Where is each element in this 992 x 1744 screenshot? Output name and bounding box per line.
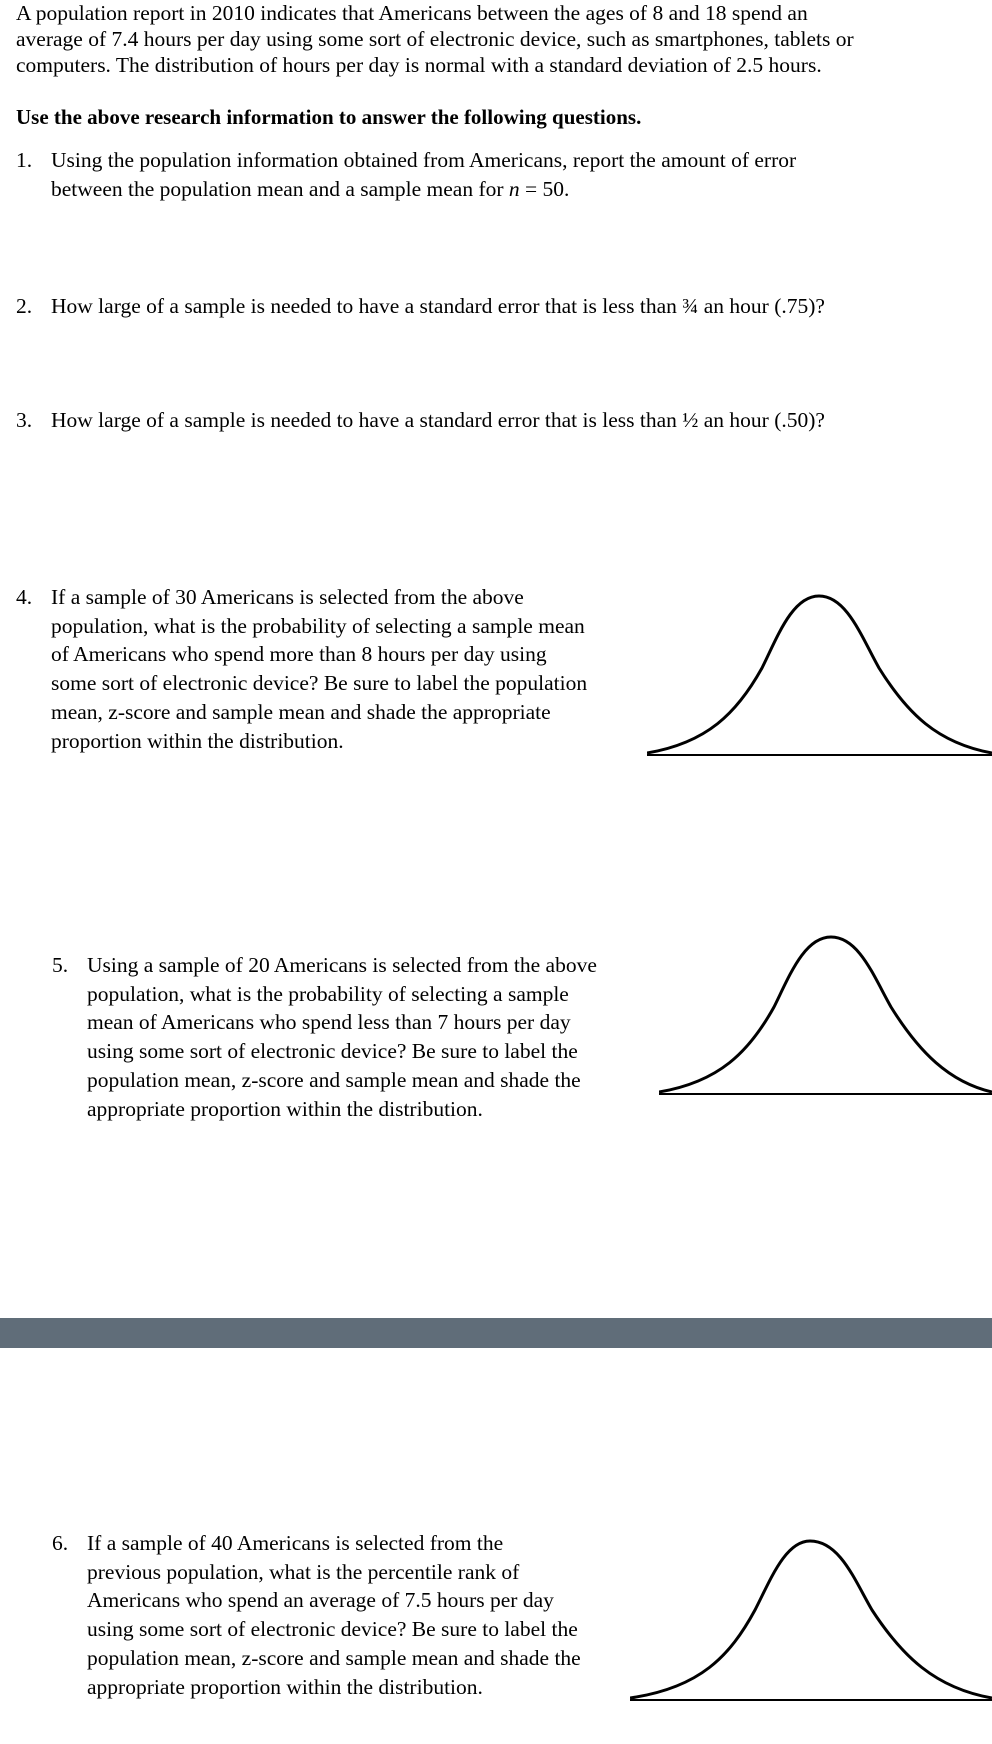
- question-line: How large of a sample is needed to have a standard error that is less than ¾ an hour (.75)?: [51, 294, 825, 318]
- question-line: population mean, z-score and sample mean and shade the: [87, 1067, 581, 1092]
- instructions-heading: Use the above research information to answer the following questions.: [16, 105, 642, 129]
- question-text: [51, 406, 825, 435]
- question-number: 2.: [16, 294, 33, 318]
- intro-paragraph: [16, 0, 966, 78]
- question-line: using some sort of electronic device? Be sure to label the: [87, 1617, 578, 1642]
- question-text: [87, 1529, 581, 1701]
- intro-line: A population report in 2010 indicates that Americans between the ages of 8 and 18 spend an: [16, 1, 808, 25]
- question-5: [52, 951, 652, 1121]
- question-number: 3.: [16, 408, 33, 432]
- question-line: [51, 175, 796, 204]
- page-divider-bar: [0, 1318, 992, 1348]
- question-4: [16, 583, 656, 753]
- question-line: appropriate proportion within the distribution.: [87, 1096, 483, 1121]
- question-2: [16, 292, 946, 322]
- question-line: population mean, z-score and sample mean and shade the: [87, 1645, 581, 1670]
- curve-line: [647, 596, 992, 753]
- intro-line: average of 7.4 hours per day using some sort of electronic device, such as smartphones, tablets or: [16, 27, 854, 51]
- question-number: 6.: [52, 1531, 69, 1555]
- question-3: [16, 406, 946, 436]
- question-line: How large of a sample is needed to have a standard error that is less than ½ an hour (.50)?: [51, 408, 825, 432]
- question-line: Using the population information obtained from Americans, report the amount of error: [51, 148, 797, 172]
- question-line-part: between the population mean and a sample mean for: [51, 177, 509, 201]
- question-text: [51, 146, 796, 204]
- question-line: appropriate proportion within the distribution.: [87, 1674, 483, 1699]
- question-line: mean, z-score and sample mean and shade the appropriate: [51, 699, 551, 724]
- question-line: Americans who spend an average of 7.5 hours per day: [87, 1588, 554, 1613]
- question-line: of Americans who spend more than 8 hours per day using: [51, 642, 547, 667]
- question-number: 1.: [16, 148, 33, 172]
- question-line: If a sample of 40 Americans is selected from the: [87, 1531, 504, 1555]
- question-line: mean of Americans who spend less than 7 hours per day: [87, 1010, 571, 1035]
- question-text: [51, 583, 587, 755]
- question-line: If a sample of 30 Americans is selected from the above: [51, 585, 524, 609]
- question-6: [52, 1529, 632, 1699]
- normal-curve-q6: [630, 1538, 992, 1706]
- normal-curve-q4: [647, 593, 992, 758]
- variable-n: n: [508, 177, 520, 201]
- curve-line: [630, 1541, 992, 1698]
- question-text: [87, 951, 597, 1123]
- curve-line: [659, 937, 992, 1092]
- question-line: some sort of electronic device? Be sure to label the population: [51, 671, 588, 696]
- question-number: 4.: [16, 585, 33, 609]
- question-line-part: = 50.: [519, 177, 570, 201]
- question-line: population, what is the probability of selecting a sample: [87, 981, 569, 1006]
- question-line: using some sort of electronic device? Be sure to label the: [87, 1039, 578, 1064]
- question-line: population, what is the probability of selecting a sample mean: [51, 613, 585, 638]
- normal-curve-q5: [659, 934, 992, 1099]
- question-line: previous population, what is the percentile rank of: [87, 1559, 520, 1584]
- question-line: proportion within the distribution.: [51, 728, 344, 753]
- question-line: Using a sample of 20 Americans is selected from the above: [87, 953, 597, 977]
- question-number: 5.: [52, 953, 69, 977]
- intro-line: computers. The distribution of hours per day is normal with a standard deviation of 2.5 hours.: [16, 53, 822, 77]
- question-1: [16, 146, 916, 206]
- question-text: [51, 292, 825, 321]
